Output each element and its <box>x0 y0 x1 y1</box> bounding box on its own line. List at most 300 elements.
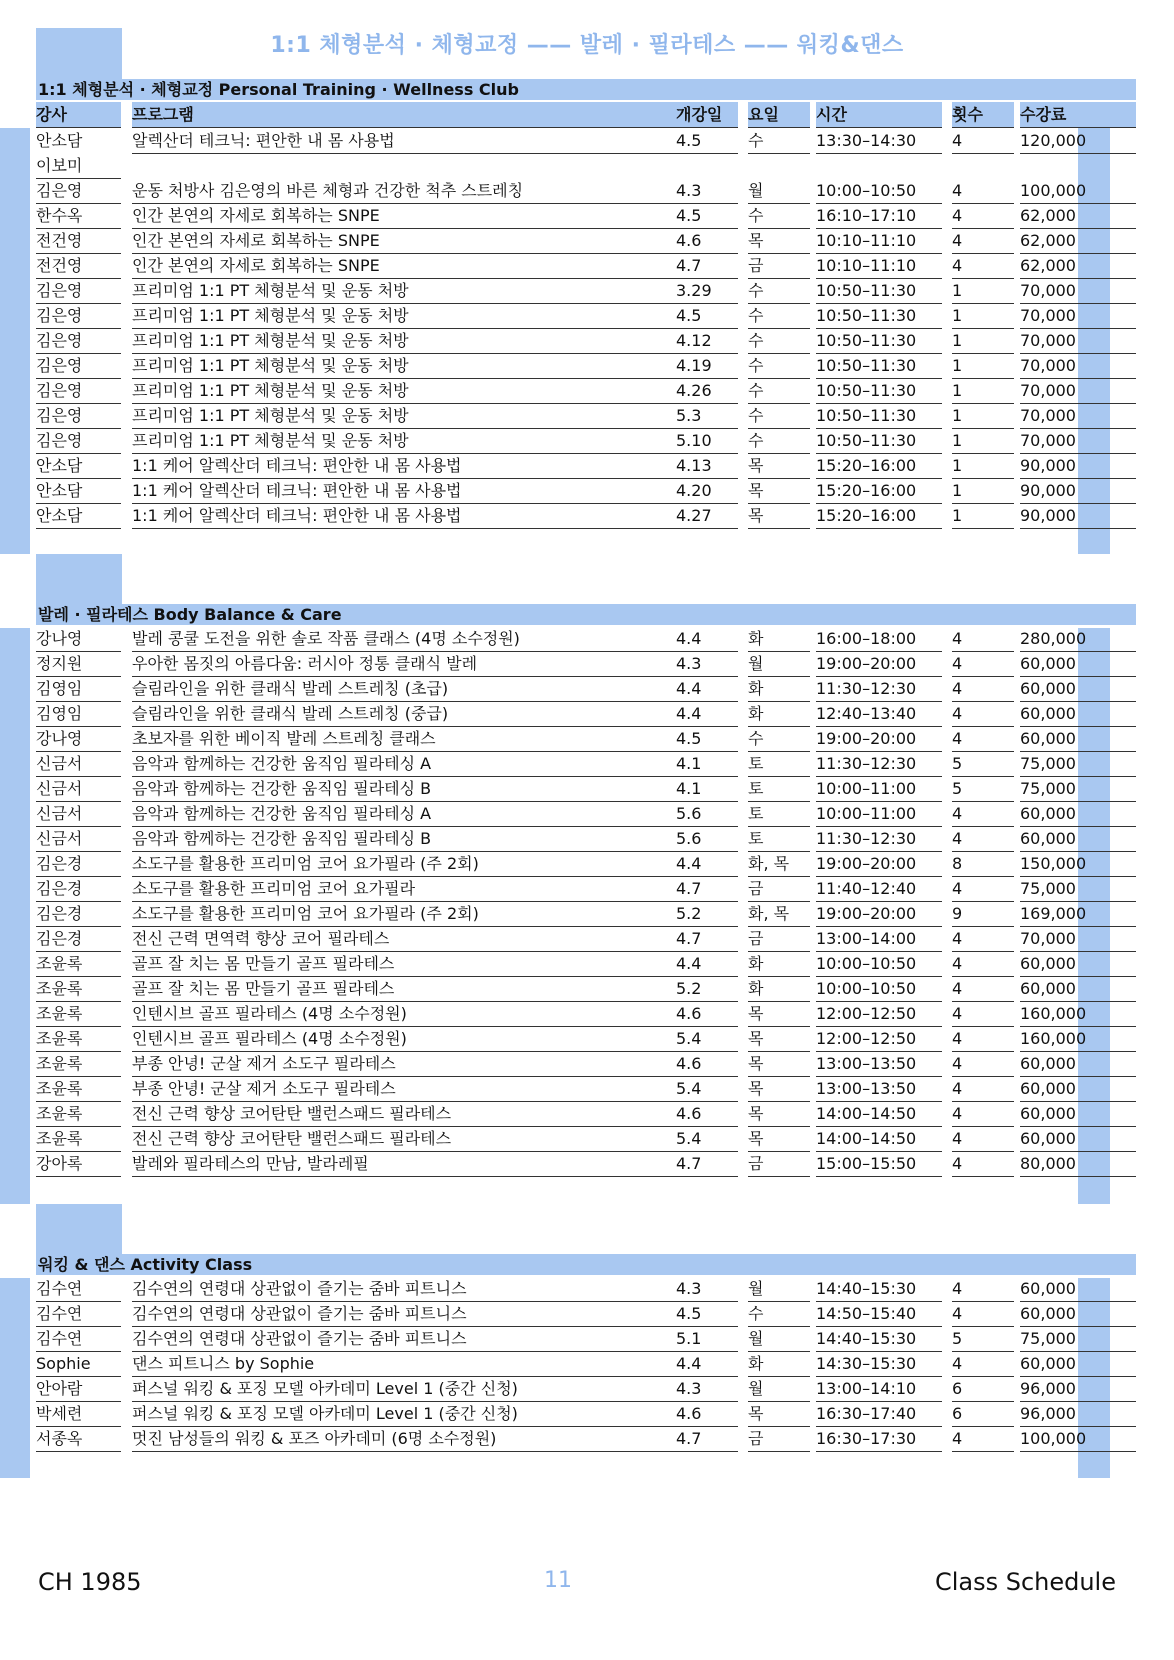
cell-instructor: 김은영 <box>36 353 121 379</box>
cell-sessions: 4 <box>952 1026 1014 1052</box>
cell-start-date: 5.2 <box>676 976 738 1002</box>
cell-sessions: 1 <box>952 403 1014 429</box>
decor-left-bar <box>0 1278 30 1478</box>
cell-fee: 169,000 <box>1020 901 1136 927</box>
cell-fee: 70,000 <box>1020 428 1136 454</box>
section-title: 발레 · 필라테스 Body Balance & Care <box>36 604 1136 625</box>
cell-day: 목 <box>748 1051 810 1077</box>
cell-instructor: 안소담 <box>36 478 121 504</box>
table-row <box>36 428 1136 455</box>
cell-program: 1:1 케어 알렉산더 테크닉: 편안한 내 몸 사용법 <box>132 453 710 479</box>
cell-sessions: 1 <box>952 453 1014 479</box>
cell-program: 전신 근력 향상 코어탄탄 밸런스패드 필라테스 <box>132 1126 710 1152</box>
cell-fee: 120,000 <box>1020 128 1136 154</box>
cell-start-date: 4.13 <box>676 453 738 479</box>
cell-program: 멋진 남성들의 워킹 & 포즈 아카데미 (6명 소수정원) <box>132 1426 710 1452</box>
table-row <box>36 278 1136 305</box>
cell-sessions: 5 <box>952 751 1014 777</box>
cell-sessions: 4 <box>952 976 1014 1002</box>
cell-fee: 75,000 <box>1020 751 1136 777</box>
cell-day: 목 <box>748 1001 810 1027</box>
cell-start-date: 4.5 <box>676 203 738 229</box>
cell-sessions: 4 <box>952 253 1014 279</box>
cell-sessions: 4 <box>952 1426 1014 1452</box>
cell-program: 음악과 함께하는 건강한 움직임 필라테싱 A <box>132 751 710 777</box>
cell-day: 월 <box>748 1376 810 1402</box>
footer-brand: CH 1985 <box>38 1568 142 1596</box>
table-row <box>36 253 1136 280</box>
cell-sessions: 4 <box>952 228 1014 254</box>
cell-day: 수 <box>748 203 810 229</box>
cell-day: 수 <box>748 353 810 379</box>
cell-sessions: 4 <box>952 1101 1014 1127</box>
cell-fee: 70,000 <box>1020 303 1136 329</box>
cell-fee: 80,000 <box>1020 1151 1136 1177</box>
table-row <box>36 626 1136 653</box>
cell-sessions: 4 <box>952 826 1014 852</box>
cell-start-date: 4.7 <box>676 1426 738 1452</box>
footer-section-label: Class Schedule <box>934 1568 1116 1596</box>
cell-start-date: 4.19 <box>676 353 738 379</box>
table-row <box>36 328 1136 355</box>
cell-fee: 60,000 <box>1020 701 1136 727</box>
cell-day: 화 <box>748 626 810 652</box>
cell-fee: 70,000 <box>1020 353 1136 379</box>
table-row <box>36 1351 1136 1378</box>
cell-day: 토 <box>748 826 810 852</box>
cell-program: 프리미엄 1:1 PT 체형분석 및 운동 처방 <box>132 303 710 329</box>
cell-time: 13:00–13:50 <box>816 1051 942 1077</box>
table-row <box>36 901 1136 928</box>
cell-day: 금 <box>748 876 810 902</box>
cell-instructor: 김은영 <box>36 428 121 454</box>
col-header-instructor: 강사 <box>36 102 121 128</box>
cell-program: 김수연의 연령대 상관없이 즐기는 줌바 피트니스 <box>132 1326 710 1352</box>
cell-sessions: 9 <box>952 901 1014 927</box>
cell-day: 금 <box>748 1426 810 1452</box>
cell-start-date: 4.3 <box>676 178 738 204</box>
cell-start-date: 5.4 <box>676 1126 738 1152</box>
cell-program: 프리미엄 1:1 PT 체형분석 및 운동 처방 <box>132 378 710 404</box>
col-header-start-date: 개강일 <box>676 102 738 128</box>
cell-instructor: 강아록 <box>36 1151 121 1177</box>
cell-fee: 150,000 <box>1020 851 1136 877</box>
cell-program: 초보자를 위한 베이직 발레 스트레칭 클래스 <box>132 726 710 752</box>
cell-day: 수 <box>748 328 810 354</box>
cell-start-date: 4.5 <box>676 1301 738 1327</box>
cell-instructor: 조윤록 <box>36 1001 121 1027</box>
col-header-time: 시간 <box>816 102 942 128</box>
cell-instructor: 김은경 <box>36 876 121 902</box>
cell-sessions <box>952 153 1014 178</box>
cell-sessions: 4 <box>952 178 1014 204</box>
cell-instructor: 김은경 <box>36 851 121 877</box>
cell-program: 골프 잘 치는 몸 만들기 골프 필라테스 <box>132 976 710 1002</box>
cell-sessions: 1 <box>952 353 1014 379</box>
cell-instructor: 전건영 <box>36 253 121 279</box>
cell-fee: 96,000 <box>1020 1376 1136 1402</box>
cell-day <box>748 153 810 178</box>
cell-time: 10:50–11:30 <box>816 403 942 429</box>
cell-time: 12:00–12:50 <box>816 1001 942 1027</box>
cell-fee: 60,000 <box>1020 1276 1136 1302</box>
cell-sessions: 4 <box>952 1051 1014 1077</box>
cell-fee: 280,000 <box>1020 626 1136 652</box>
cell-start-date: 5.4 <box>676 1076 738 1102</box>
cell-program: 부종 안녕! 군살 제거 소도구 필라테스 <box>132 1076 710 1102</box>
cell-program: 댄스 피트니스 by Sophie <box>132 1351 710 1377</box>
table-header <box>36 102 1136 129</box>
cell-time: 15:20–16:00 <box>816 503 942 529</box>
table-row <box>36 453 1136 480</box>
cell-sessions: 4 <box>952 1001 1014 1027</box>
page-title: 1:1 체형분석 · 체형교정 —— 발레 · 필라테스 —— 워킹&댄스 <box>270 33 904 58</box>
cell-instructor: 김은경 <box>36 926 121 952</box>
cell-fee: 160,000 <box>1020 1001 1136 1027</box>
cell-sessions: 4 <box>952 926 1014 952</box>
cell-sessions: 4 <box>952 801 1014 827</box>
cell-day: 금 <box>748 926 810 952</box>
cell-start-date: 4.27 <box>676 503 738 529</box>
cell-sessions: 8 <box>952 851 1014 877</box>
table-row <box>36 776 1136 803</box>
cell-fee: 70,000 <box>1020 328 1136 354</box>
cell-program: 우아한 몸짓의 아름다움: 러시아 정통 클래식 발레 <box>132 651 710 677</box>
cell-instructor: 한수옥 <box>36 203 121 229</box>
cell-program: 음악과 함께하는 건강한 움직임 필라테싱 B <box>132 776 710 802</box>
cell-day: 수 <box>748 726 810 752</box>
cell-program: 슬림라인을 위한 클래식 발레 스트레칭 (중급) <box>132 701 710 727</box>
cell-time: 10:50–11:30 <box>816 428 942 454</box>
cell-program: 운동 처방사 김은영의 바른 체형과 건강한 척추 스트레칭 <box>132 178 710 204</box>
cell-fee: 70,000 <box>1020 378 1136 404</box>
cell-sessions: 1 <box>952 278 1014 304</box>
cell-start-date: 4.5 <box>676 303 738 329</box>
cell-start-date: 5.3 <box>676 403 738 429</box>
table-row <box>36 503 1136 530</box>
cell-day: 화 <box>748 1351 810 1377</box>
cell-time: 15:20–16:00 <box>816 453 942 479</box>
cell-time <box>816 153 942 178</box>
cell-program: 인간 본연의 자세로 회복하는 SNPE <box>132 228 710 254</box>
cell-sessions: 4 <box>952 1276 1014 1302</box>
table-row <box>36 701 1136 728</box>
cell-day: 금 <box>748 1151 810 1177</box>
cell-instructor: 신금서 <box>36 801 121 827</box>
cell-fee: 70,000 <box>1020 278 1136 304</box>
cell-start-date <box>676 153 738 178</box>
cell-start-date: 4.7 <box>676 876 738 902</box>
cell-day: 목 <box>748 453 810 479</box>
cell-day: 월 <box>748 1326 810 1352</box>
cell-fee: 60,000 <box>1020 801 1136 827</box>
cell-time: 11:30–12:30 <box>816 676 942 702</box>
cell-day: 수 <box>748 428 810 454</box>
cell-day: 화 <box>748 951 810 977</box>
cell-program: 프리미엄 1:1 PT 체형분석 및 운동 처방 <box>132 353 710 379</box>
cell-time: 19:00–20:00 <box>816 901 942 927</box>
cell-time: 19:00–20:00 <box>816 726 942 752</box>
page-number: 11 <box>544 1568 572 1593</box>
cell-sessions: 4 <box>952 1301 1014 1327</box>
cell-sessions: 1 <box>952 328 1014 354</box>
cell-program: 퍼스널 워킹 & 포징 모델 아카데미 Level 1 (중간 신청) <box>132 1376 710 1402</box>
cell-start-date: 4.5 <box>676 726 738 752</box>
cell-time: 12:40–13:40 <box>816 701 942 727</box>
cell-sessions: 1 <box>952 503 1014 529</box>
cell-fee: 60,000 <box>1020 676 1136 702</box>
cell-program: 퍼스널 워킹 & 포징 모델 아카데미 Level 1 (중간 신청) <box>132 1401 710 1427</box>
cell-start-date: 4.20 <box>676 478 738 504</box>
cell-program: 알렉산더 테크닉: 편안한 내 몸 사용법 <box>132 128 710 154</box>
cell-instructor: 김은영 <box>36 403 121 429</box>
cell-start-date: 4.4 <box>676 626 738 652</box>
cell-instructor: 김은영 <box>36 303 121 329</box>
cell-time: 13:30–14:30 <box>816 128 942 154</box>
cell-fee: 60,000 <box>1020 1301 1136 1327</box>
table-row <box>36 1001 1136 1028</box>
cell-fee: 60,000 <box>1020 976 1136 1002</box>
cell-program: 인텐시브 골프 필라테스 (4명 소수정원) <box>132 1026 710 1052</box>
cell-fee: 100,000 <box>1020 1426 1136 1452</box>
table-row <box>36 128 1136 155</box>
cell-start-date: 4.5 <box>676 128 738 154</box>
cell-start-date: 4.12 <box>676 328 738 354</box>
cell-fee: 75,000 <box>1020 1326 1136 1352</box>
cell-instructor: 조윤록 <box>36 1076 121 1102</box>
cell-time: 14:40–15:30 <box>816 1326 942 1352</box>
cell-sessions: 4 <box>952 128 1014 154</box>
cell-start-date: 4.6 <box>676 228 738 254</box>
cell-instructor: 조윤록 <box>36 1126 121 1152</box>
cell-time: 19:00–20:00 <box>816 851 942 877</box>
cell-day: 화 <box>748 976 810 1002</box>
cell-instructor: 정지원 <box>36 651 121 677</box>
cell-sessions: 4 <box>952 1151 1014 1177</box>
cell-fee <box>1020 153 1136 178</box>
cell-program: 인텐시브 골프 필라테스 (4명 소수정원) <box>132 1001 710 1027</box>
cell-instructor: Sophie <box>36 1351 121 1377</box>
cell-sessions: 6 <box>952 1401 1014 1427</box>
cell-instructor: 조윤록 <box>36 1051 121 1077</box>
cell-fee: 100,000 <box>1020 178 1136 204</box>
cell-sessions: 6 <box>952 1376 1014 1402</box>
cell-start-date: 4.6 <box>676 1401 738 1427</box>
decor-block <box>36 28 122 80</box>
cell-start-date: 4.7 <box>676 1151 738 1177</box>
table-row <box>36 303 1136 330</box>
table-row <box>36 1151 1136 1178</box>
cell-day: 목 <box>748 1076 810 1102</box>
table-row <box>36 153 1136 180</box>
cell-day: 토 <box>748 751 810 777</box>
cell-instructor: 강나영 <box>36 626 121 652</box>
cell-sessions: 1 <box>952 478 1014 504</box>
table-row <box>36 1326 1136 1353</box>
cell-time: 10:00–10:50 <box>816 951 942 977</box>
cell-instructor: 조윤록 <box>36 1026 121 1052</box>
cell-instructor: 전건영 <box>36 228 121 254</box>
cell-instructor: 신금서 <box>36 776 121 802</box>
table-row <box>36 951 1136 978</box>
cell-program: 소도구를 활용한 프리미엄 코어 요가필라 (주 2회) <box>132 901 710 927</box>
table-row <box>36 1126 1136 1153</box>
cell-day: 화 <box>748 701 810 727</box>
cell-time: 16:00–18:00 <box>816 626 942 652</box>
cell-sessions: 4 <box>952 726 1014 752</box>
cell-fee: 60,000 <box>1020 1351 1136 1377</box>
cell-day: 화, 목 <box>748 901 810 927</box>
table-row <box>36 378 1136 405</box>
cell-program: 1:1 케어 알렉산더 테크닉: 편안한 내 몸 사용법 <box>132 503 710 529</box>
col-header-sessions: 횟수 <box>952 102 1014 128</box>
cell-time: 11:40–12:40 <box>816 876 942 902</box>
cell-start-date: 4.6 <box>676 1001 738 1027</box>
cell-day: 목 <box>748 503 810 529</box>
cell-start-date: 5.4 <box>676 1026 738 1052</box>
cell-time: 10:50–11:30 <box>816 378 942 404</box>
cell-time: 10:50–11:30 <box>816 303 942 329</box>
cell-fee: 60,000 <box>1020 826 1136 852</box>
cell-day: 수 <box>748 128 810 154</box>
cell-instructor: 김수연 <box>36 1326 121 1352</box>
section-title: 1:1 체형분석 · 체형교정 Personal Training · Wellness Club <box>36 79 1136 100</box>
table-row <box>36 1301 1136 1328</box>
cell-program: 전신 근력 향상 코어탄탄 밸런스패드 필라테스 <box>132 1101 710 1127</box>
cell-time: 14:50–15:40 <box>816 1301 942 1327</box>
col-header-program: 프로그램 <box>132 102 710 128</box>
cell-time: 10:00–10:50 <box>816 976 942 1002</box>
section-title: 워킹 & 댄스 Activity Class <box>36 1254 1136 1275</box>
cell-start-date: 5.2 <box>676 901 738 927</box>
cell-sessions: 1 <box>952 303 1014 329</box>
table-row <box>36 1276 1136 1303</box>
cell-sessions: 4 <box>952 626 1014 652</box>
cell-fee: 60,000 <box>1020 651 1136 677</box>
cell-fee: 60,000 <box>1020 726 1136 752</box>
cell-fee: 60,000 <box>1020 1076 1136 1102</box>
cell-start-date: 4.6 <box>676 1051 738 1077</box>
table-row <box>36 926 1136 953</box>
cell-instructor: 조윤록 <box>36 951 121 977</box>
cell-instructor: 김은영 <box>36 328 121 354</box>
cell-start-date: 5.10 <box>676 428 738 454</box>
cell-start-date: 4.6 <box>676 1101 738 1127</box>
cell-program: 슬림라인을 위한 클래식 발레 스트레칭 (초급) <box>132 676 710 702</box>
cell-sessions: 4 <box>952 876 1014 902</box>
cell-day: 월 <box>748 1276 810 1302</box>
cell-start-date: 4.4 <box>676 951 738 977</box>
cell-sessions: 4 <box>952 1126 1014 1152</box>
col-header-day: 요일 <box>748 102 810 128</box>
cell-start-date: 3.29 <box>676 278 738 304</box>
cell-instructor: 이보미 <box>36 153 121 179</box>
cell-time: 14:00–14:50 <box>816 1101 942 1127</box>
cell-instructor: 서종옥 <box>36 1426 121 1452</box>
table-row <box>36 676 1136 703</box>
cell-start-date: 4.1 <box>676 776 738 802</box>
cell-start-date: 4.3 <box>676 651 738 677</box>
decor-block <box>36 554 122 604</box>
cell-time: 19:00–20:00 <box>816 651 942 677</box>
cell-time: 10:10–11:10 <box>816 228 942 254</box>
table-row <box>36 1026 1136 1053</box>
cell-program: 소도구를 활용한 프리미엄 코어 요가필라 (주 2회) <box>132 851 710 877</box>
cell-time: 15:00–15:50 <box>816 1151 942 1177</box>
cell-program: 프리미엄 1:1 PT 체형분석 및 운동 처방 <box>132 328 710 354</box>
cell-sessions: 5 <box>952 1326 1014 1352</box>
cell-day: 목 <box>748 228 810 254</box>
cell-program: 김수연의 연령대 상관없이 즐기는 줌바 피트니스 <box>132 1301 710 1327</box>
cell-program: 전신 근력 면역력 향상 코어 필라테스 <box>132 926 710 952</box>
cell-program: 인간 본연의 자세로 회복하는 SNPE <box>132 203 710 229</box>
cell-sessions: 5 <box>952 776 1014 802</box>
cell-instructor: 조윤록 <box>36 976 121 1002</box>
cell-fee: 62,000 <box>1020 253 1136 279</box>
cell-time: 10:00–11:00 <box>816 801 942 827</box>
cell-start-date: 4.4 <box>676 851 738 877</box>
cell-day: 수 <box>748 403 810 429</box>
cell-program: 소도구를 활용한 프리미엄 코어 요가필라 <box>132 876 710 902</box>
cell-sessions: 4 <box>952 701 1014 727</box>
cell-sessions: 4 <box>952 651 1014 677</box>
cell-time: 10:10–11:10 <box>816 253 942 279</box>
table-row <box>36 651 1136 678</box>
cell-program: 프리미엄 1:1 PT 체형분석 및 운동 처방 <box>132 403 710 429</box>
cell-day: 목 <box>748 1401 810 1427</box>
table-row <box>36 403 1136 430</box>
cell-program: 프리미엄 1:1 PT 체형분석 및 운동 처방 <box>132 278 710 304</box>
cell-fee: 160,000 <box>1020 1026 1136 1052</box>
cell-start-date: 4.1 <box>676 751 738 777</box>
cell-fee: 75,000 <box>1020 876 1136 902</box>
cell-start-date: 4.3 <box>676 1276 738 1302</box>
cell-fee: 70,000 <box>1020 403 1136 429</box>
cell-day: 목 <box>748 1101 810 1127</box>
cell-fee: 96,000 <box>1020 1401 1136 1427</box>
cell-fee: 62,000 <box>1020 203 1136 229</box>
table-row <box>36 1076 1136 1103</box>
cell-day: 수 <box>748 1301 810 1327</box>
cell-time: 13:00–14:00 <box>816 926 942 952</box>
table-row <box>36 851 1136 878</box>
table-row <box>36 1426 1136 1453</box>
decor-block <box>36 1204 122 1254</box>
cell-program <box>132 153 710 178</box>
cell-start-date: 4.26 <box>676 378 738 404</box>
cell-start-date: 4.4 <box>676 1351 738 1377</box>
cell-time: 15:20–16:00 <box>816 478 942 504</box>
cell-instructor: 신금서 <box>36 751 121 777</box>
cell-day: 수 <box>748 278 810 304</box>
cell-day: 토 <box>748 801 810 827</box>
cell-instructor: 김수연 <box>36 1276 121 1302</box>
cell-time: 16:10–17:10 <box>816 203 942 229</box>
cell-instructor: 김은영 <box>36 178 121 204</box>
cell-time: 10:50–11:30 <box>816 353 942 379</box>
cell-time: 10:00–10:50 <box>816 178 942 204</box>
cell-time: 13:00–13:50 <box>816 1076 942 1102</box>
cell-day: 토 <box>748 776 810 802</box>
cell-time: 14:40–15:30 <box>816 1276 942 1302</box>
cell-program: 1:1 케어 알렉산더 테크닉: 편안한 내 몸 사용법 <box>132 478 710 504</box>
cell-program: 음악과 함께하는 건강한 움직임 필라테싱 A <box>132 801 710 827</box>
cell-time: 14:00–14:50 <box>816 1126 942 1152</box>
cell-fee: 60,000 <box>1020 1101 1136 1127</box>
cell-instructor: 안소담 <box>36 130 83 150</box>
cell-day: 금 <box>748 253 810 279</box>
table-row <box>36 228 1136 255</box>
